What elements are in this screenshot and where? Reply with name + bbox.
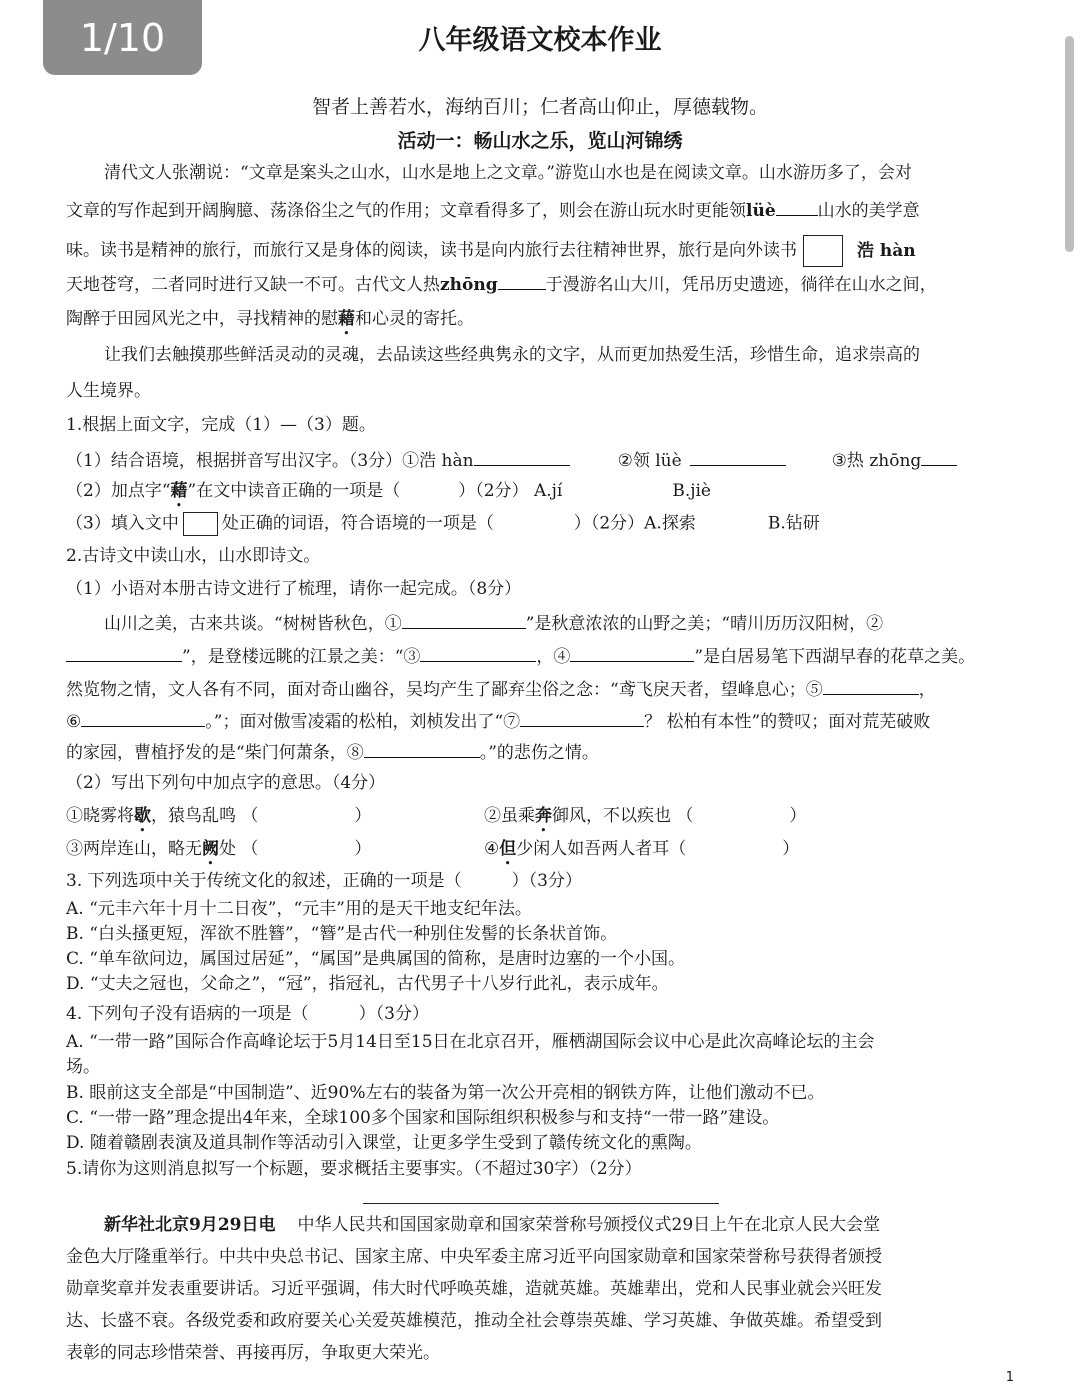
poem-line: 的家园，曹植抒发的是“柴门何萧条，⑧ 。”的悲伤之情。	[66, 740, 599, 764]
option-a-cont: 场。	[66, 1057, 100, 1077]
word-item: ①晓雾将歇，猿鸟乱鸣 （ ）	[66, 806, 372, 826]
question-1-3: （3）填入文中 处正确的词语，符合语境的一项是（ ）（2分）A.探索 B.钻研	[66, 512, 820, 536]
answer-blank[interactable]	[690, 448, 786, 466]
news-line: 金色大厅隆重举行。中共中央总书记、国家主席、中央军委主席习近平向国家勋章和国家荣誉称号获得者颁授	[66, 1247, 882, 1267]
poem-line: ”，是登楼远眺的江景之美：“③ ，④ ”是白居易笔下西湖早春的花草之美。	[66, 644, 975, 668]
news-line: 达、长盛不衰。各级党委和政府要关心关爱英雄模范，推动全社会尊崇英雄、学习英雄、争做英雄。希望受到	[66, 1311, 882, 1331]
page-number: 1	[1005, 1370, 1014, 1385]
answer-blank[interactable]	[364, 740, 480, 758]
answer-blank[interactable]	[474, 448, 570, 466]
answer-blank[interactable]	[776, 198, 818, 216]
question-4-heading: 4. 下列句子没有语病的一项是（ ）（3分）	[66, 1004, 429, 1024]
option-d: D. “丈夫之冠也，父命之”，“冠”，指冠礼，古代男子十八岁行此礼，表示成年。	[66, 974, 669, 994]
fill-box[interactable]	[803, 235, 843, 267]
activity-heading: 活动一：畅山水之乐，览山河锦绣	[397, 130, 683, 152]
passage-line: 清代文人张潮说：“文章是案头之山水，山水是地上之文章。”游览山水也是在阅读文章。山水游历多了，会对	[104, 163, 912, 183]
question-1-heading: 1.根据上面文字，完成（1）—（3）题。	[66, 415, 376, 435]
page-title: 八年级语文校本作业	[418, 25, 662, 56]
question-3-heading: 3. 下列选项中关于传统文化的叙述，正确的一项是（ ）（3分）	[66, 871, 582, 891]
poem-line: 然览物之情，文人各有不同，面对奇山幽谷，吴均产生了鄙弃尘俗之念：“鸢飞戾天者，望峰息心；⑤ ，	[66, 677, 936, 701]
news-line: 新华社北京9月29日电 中华人民共和国国家勋章和国家荣誉称号颁授仪式29日上午在北京人民大会堂	[104, 1215, 881, 1235]
answer-blank[interactable]	[498, 272, 546, 290]
option-b: B. 眼前这支全部是“中国制造”、近90%左右的装备为第一次公开亮相的钢铁方阵，让他们激动不已。	[66, 1083, 825, 1103]
answer-blank[interactable]	[520, 709, 644, 727]
question-2-2: （2）写出下列句中加点字的意思。（4分）	[66, 773, 386, 793]
fill-box[interactable]	[183, 512, 218, 536]
question-2-1: （1）小语对本册古诗文进行了梳理，请你一起完成。（8分）	[66, 579, 522, 599]
motto: 智者上善若水，海纳百川；仁者高山仰止，厚德载物。	[311, 96, 768, 118]
passage-line: 文章的写作起到开阔胸臆、荡涤俗尘之气的作用；文章看得多了，则会在游山玩水时更能领lüè 山水的美学意	[66, 198, 920, 222]
poem-line: ⑥ 。”；面对傲雪凌霜的松柏，刘桢发出了“⑦ ？ 松柏有本性”的赞叹；面对荒芜破败	[66, 709, 930, 733]
option-b: B. “白头搔更短，浑欲不胜簪”，“簪”是古代一种别住发髻的长条状首饰。	[66, 924, 618, 944]
answer-blank[interactable]	[81, 709, 205, 727]
answer-blank[interactable]	[66, 644, 182, 662]
passage-line: 天地苍穹，二者同时进行又缺一不可。古代文人热zhōng 于漫游名山大川，凭吊历史遗迹，徜徉在山水之间，	[66, 272, 937, 296]
answer-blank[interactable]	[921, 448, 957, 466]
news-line: 表彰的同志珍惜荣誉、再接再厉，争取更大荣光。	[66, 1343, 440, 1363]
poem-line: 山川之美，古来共谈。“树树皆秋色，① ”是秋意浓浓的山野之美；“晴川历历汉阳树，②	[104, 611, 883, 635]
answer-blank[interactable]	[823, 677, 919, 695]
option-c: C. “一带一路”理念提出4年来，全球100多个国家和国际组织积极参与和支持“一带一路”建设。	[66, 1108, 780, 1128]
option-a: A. “一带一路”国际合作高峰论坛于5月14日至15日在北京召开，雁栖湖国际会议中心是此次高峰论坛的主会	[66, 1032, 875, 1052]
option-d: D. 随着赣剧表演及道具制作等活动引入课堂，让更多学生受到了赣传统文化的熏陶。	[66, 1133, 702, 1153]
passage-line: 味。读书是精神的旅行，而旅行又是身体的阅读，读书是向内旅行去往精神世界，旅行是向外读书 浩 hàn	[66, 235, 916, 267]
question-1-2: （2）加点字“藉”在文中读音正确的一项是（ ）（2分） A.jí B.jiè	[66, 481, 711, 501]
question-2-heading: 2.古诗文中读山水，山水即诗文。	[66, 546, 321, 566]
question-1-1: （1）结合语境，根据拼音写出汉字。（3分）①浩 hàn ②领 lüè ③热 zhōng	[66, 448, 957, 472]
passage-line: 人生境界。	[66, 381, 151, 401]
question-5-heading: 5.请你为这则消息拟写一个标题，要求概括主要事实。（不超过30字）（2分）	[66, 1159, 642, 1179]
option-c: C. “单车欲问边，属国过居延”，“属国”是典属国的简称，是唐时边塞的一个小国。	[66, 949, 685, 969]
option-a: A. “元丰六年十月十二日夜”，“元丰”用的是天干地支纪年法。	[66, 899, 532, 919]
answer-blank[interactable]	[570, 644, 694, 662]
passage-line: 陶醉于田园风光之中，寻找精神的慰藉和心灵的寄托。	[66, 309, 474, 329]
answer-blank[interactable]	[402, 611, 526, 629]
page-indicator: 1/10	[43, 0, 202, 75]
word-item: ④但少闲人如吾两人者耳（ ）	[484, 839, 800, 859]
word-item: ②虽乘奔御风，不以疾也 （ ）	[484, 806, 807, 826]
word-item: ③两岸连山，略无阙处 （ ）	[66, 839, 372, 859]
answer-blank[interactable]	[420, 644, 536, 662]
title-answer-line[interactable]	[363, 1203, 719, 1204]
news-line: 勋章奖章并发表重要讲话。习近平强调，伟大时代呼唤英雄，造就英雄。英雄辈出，党和人民事业就会兴旺发	[66, 1279, 882, 1299]
passage-line: 让我们去触摸那些鲜活灵动的灵魂，去品读这些经典隽永的文字，从而更加热爱生活，珍惜生命，追求崇高的	[104, 345, 920, 365]
